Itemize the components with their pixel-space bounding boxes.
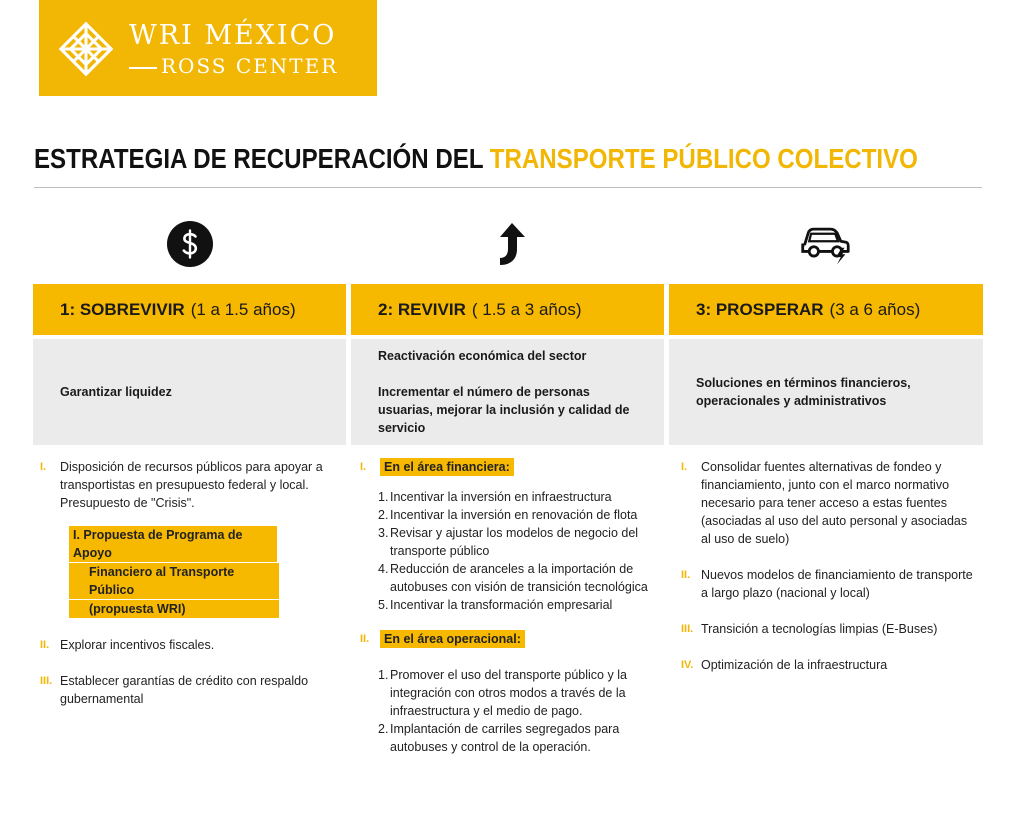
- phase-name: 1: SOBREVIVIR: [60, 299, 185, 319]
- highlight-line: (propuesta WRI): [69, 600, 279, 618]
- list-numeral: I.: [360, 461, 367, 473]
- list-item: [380, 666, 664, 720]
- phase-name: 3: PROSPERAR: [696, 299, 824, 319]
- list-item-text: Reducción de aranceles a la importación de autobuses con visión de transición tecnológica: [390, 562, 648, 594]
- highlight-line: I. Propuesta de Programa de Apoyo: [69, 526, 277, 562]
- title-divider: [34, 187, 982, 188]
- logo-subtitle: [129, 54, 338, 78]
- list-numeral: II.: [360, 633, 370, 645]
- list-item-text: Implantación de carriles segregados para autobuses y control de la operación.: [390, 722, 620, 754]
- list-item: [675, 566, 975, 602]
- area-title: En el área financiera:: [380, 458, 514, 476]
- logo-subtitle-text: ROSS CENTER: [161, 54, 339, 78]
- phase-goal-box: [33, 339, 346, 445]
- phase-column-revivir: [354, 458, 664, 774]
- list-item: [34, 672, 324, 708]
- electric-car-icon: [799, 218, 851, 270]
- list-item: [380, 560, 664, 596]
- list-numeral: IV.: [681, 659, 694, 671]
- list-item: [675, 620, 975, 638]
- phase-range: (1 a 1.5 años): [190, 299, 296, 319]
- phase-goal-box: [669, 339, 983, 445]
- list-item-text: Explorar incentivos fiscales.: [60, 638, 215, 652]
- list-number: 2.: [378, 508, 389, 522]
- area-list: [380, 666, 664, 756]
- logo: [39, 0, 377, 96]
- list-number: 3.: [378, 526, 389, 540]
- list-item-text: Incentivar la inversión en renovación de flota: [390, 508, 638, 522]
- phase-header-prosperar: [669, 284, 983, 335]
- area-section-operacional: [354, 630, 664, 756]
- list-numeral: II.: [40, 639, 50, 651]
- list-item-text: Establecer garantías de crédito con respaldo gubernamental: [60, 674, 309, 706]
- list-item-text: Promover el uso del transporte público y la integración con otros modos a través de la infraestructura y el medio de pago.: [390, 668, 627, 718]
- phase-range: ( 1.5 a 3 años): [471, 299, 582, 319]
- list-item-text: Nuevos modelos de financiamiento de transporte a largo plazo (nacional y local): [701, 568, 973, 600]
- area-list: [380, 488, 664, 614]
- list-item-text: Disposición de recursos públicos para apoyar a transportistas en presupuesto federal y local. Presupuesto de "Crisis".: [60, 460, 323, 510]
- phase-column-prosperar: [675, 458, 975, 692]
- page-title-part1: ESTRATEGIA DE RECUPERACIÓN DEL: [34, 143, 490, 174]
- list-item: [380, 524, 664, 560]
- list-item: [380, 488, 664, 506]
- logo-title: WRI MÉXICO: [129, 20, 337, 51]
- goal-text: Garantizar liquidez: [60, 385, 172, 399]
- list-item-text: Transición a tecnologías limpias (E-Buses): [701, 622, 938, 636]
- goal-text: Incrementar el número de personas usuarias, mejorar la inclusión y calidad de servicio: [378, 385, 630, 435]
- phase-column-sobrevivir: [34, 458, 324, 726]
- knot-logo-icon: [57, 20, 115, 78]
- list-item: [675, 458, 975, 548]
- phase-header-revivir: [351, 284, 664, 335]
- phase-goal-box: [351, 339, 664, 445]
- list-item-text: Incentivar la transformación empresarial: [390, 598, 613, 612]
- page-title: [34, 143, 918, 175]
- list-number: 1.: [378, 668, 389, 682]
- phase-header-sobrevivir: [33, 284, 346, 335]
- list-item: [380, 506, 664, 524]
- list-item: [380, 720, 664, 756]
- list-item: [675, 656, 975, 674]
- page-title-highlight: TRANSPORTE PÚBLICO COLECTIVO: [489, 143, 918, 174]
- list-item-text: Incentivar la inversión en infraestructura: [390, 490, 612, 504]
- phase-range: (3 a 6 años): [829, 299, 921, 319]
- list-number: 1.: [378, 490, 389, 504]
- list-numeral: III.: [681, 623, 694, 635]
- list-item-text: Consolidar fuentes alternativas de fondeo y financiamiento, junto con el marco normativo necesario para tener acceso a estas fuentes (asociadas al uso del auto personal y asociadas al uso de suelo): [701, 460, 968, 546]
- arrow-up-icon: [482, 218, 534, 270]
- list-item: [34, 458, 324, 618]
- goal-text: Reactivación económica del sector: [378, 349, 587, 363]
- highlight-line: Financiero al Transporte Público: [69, 563, 279, 599]
- list-numeral: I.: [681, 461, 688, 473]
- list-numeral: I.: [40, 461, 47, 473]
- dollar-icon: [164, 218, 216, 270]
- list-item-text: Revisar y ajustar los modelos de negocio del transporte público: [390, 526, 639, 558]
- list-item: [34, 636, 324, 654]
- list-number: 2.: [378, 722, 389, 736]
- wri-proposal-highlight: [69, 526, 324, 618]
- area-section-financiera: [354, 458, 664, 614]
- list-numeral: III.: [40, 675, 53, 687]
- list-number: 5.: [378, 598, 389, 612]
- list-item: [380, 596, 664, 614]
- list-numeral: II.: [681, 569, 691, 581]
- area-title: En el área operacional:: [380, 630, 525, 648]
- list-item-text: Optimización de la infraestructura: [701, 658, 888, 672]
- list-number: 4.: [378, 562, 389, 576]
- goal-text: Soluciones en términos financieros, operacionales y administrativos: [696, 376, 911, 408]
- phase-name: 2: REVIVIR: [378, 299, 466, 319]
